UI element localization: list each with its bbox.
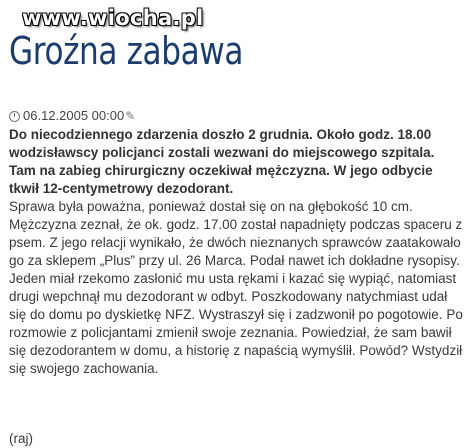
page-title: Groźna zabawa [9,29,244,73]
article-date: 06.12.2005 00:00 [23,108,125,123]
watermark-logo: www.wiocha.pl [22,6,204,30]
article-content [9,126,464,378]
edit-pencil-icon[interactable]: ✎ [125,109,136,123]
article-body: Sprawa była poważna, ponieważ dostał się on na głębokość 10 cm. Mężczyzna zeznał, że ok. godz. 17.00 został napadnięty podczas spaceru z psem. Z jego relacji wynikało, że dwóch nieznanych sprawców zaatakowało go za sklepem „Plus” przy ul. 26 Marca. Podał nawet ich dokładne rysopisy. Jeden miał rzekomo zasłonić mu usta rękami i kazać się wypiąć, natomiast drugi wepchnął mu dezodorant w odbyt. Poszkodowany natychmiast udał się do domu po dyskietkę NFZ. Wystraszył się i zadzwonił po pogotowie. Po rozmowie z policjantami zmienił swoje zeznania. Powiedział, że sam bawił się dezodorantem w domu, a historię z napaścią wymyślił. Powód? Wstydził się swojego zachowania. [9,199,463,376]
article-author: (raj) [9,431,33,446]
article-meta [9,107,135,125]
article-lead: Do niecodziennego zdarzenia doszło 2 grudnia. Około godz. 18.00 wodzisławscy policjanci zostali wezwani do miejscowego szpitala. Tam na zabieg chirurgiczny oczekiwał mężczyzna. W jego odbycie tkwił 12-centymetrowy dezodorant. [9,127,435,196]
clock-icon [9,111,20,122]
